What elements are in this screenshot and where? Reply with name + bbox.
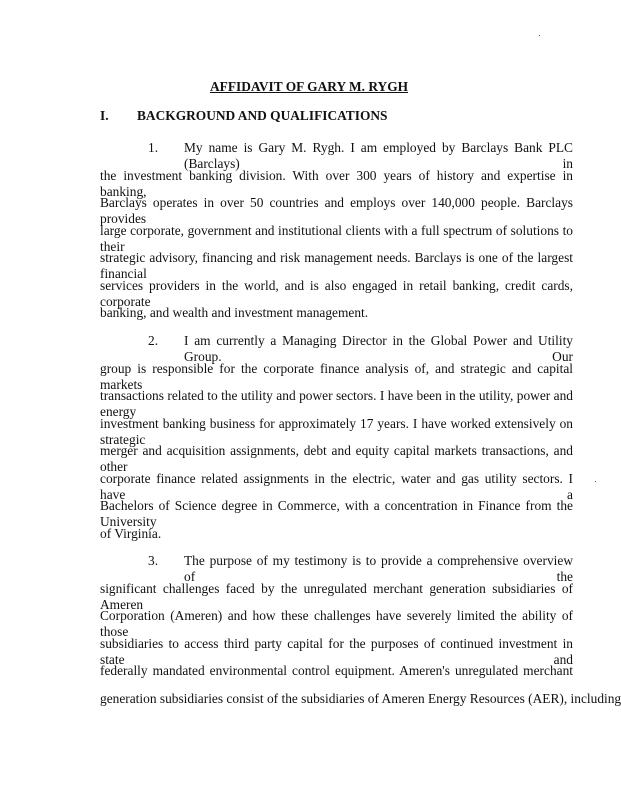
paragraph-line [100,388,573,419]
line-text: strategic advisory, financing and risk management needs. Barclays is one of the largest financial [100,250,573,281]
line-text: of Virginia. [100,525,162,541]
paragraph-line [100,470,573,502]
line-text: merger and acquisition assignments, debt and equity capital markets transactions, and other [100,443,573,474]
paragraph-line [100,526,573,542]
line-text: generation subsidiaries consist of the subsidiaries of Ameren Energy Resources (AER), including [100,690,621,706]
section-number: I. [100,108,109,123]
section-title: BACKGROUND AND QUALIFICATIONS [137,108,388,123]
paragraph-line [100,250,573,281]
paragraph-line [100,553,573,584]
line-text: banking, and wealth and investment management. [100,305,369,320]
line-text: group is responsible for the corporate finance analysis of, and strategic and capital markets [100,360,573,392]
line-text: Bachelors of Science degree in Commerce, with a concentration in Finance from the University [100,498,573,529]
paragraph-line [100,498,573,529]
paragraph-line [100,690,621,707]
line-text: transactions related to the utility and power sectors. I have been in the utility, power and energy [100,388,573,419]
line-text: large corporate, government and institutional clients with a full spectrum of solutions to their [100,222,573,254]
line-text: services providers in the world, and is also engaged in retail banking, credit cards, corporate [100,277,573,309]
section-heading [100,108,387,124]
scan-speck [539,35,540,36]
document-title: AFFIDAVIT OF GARY M. RYGH [209,79,409,94]
paragraph-number: 2. [148,333,159,348]
paragraph-line [100,415,573,447]
paragraph-line [100,608,573,639]
line-text: I am currently a Managing Director in the Global Power and Utility Group. Our [184,333,573,364]
paragraph-number: 1. [148,140,159,155]
line-text: The purpose of my testimony is to provide a comprehensive overview of the [184,553,573,584]
line-text: My name is Gary M. Rygh. I am employed by Barclays Bank PLC (Barclays) in [184,140,573,171]
line-text: subsidiaries to access third party capital for the purposes of continued investment in state and [100,635,573,667]
paragraph-line [100,140,573,171]
paragraph-line [100,443,573,474]
paragraph-line [100,195,573,226]
paragraph-line [100,635,573,667]
paragraph-line [100,333,573,364]
paragraph-number: 3. [148,553,159,568]
line-text: investment banking business for approximately 17 years. I have worked extensively on strategic [100,415,573,447]
paragraph-line [100,222,573,254]
line-text: corporate finance related assignments in the electric, water and gas utility sectors. I have a [100,470,573,502]
line-text: Corporation (Ameren) and how these challenges have severely limited the ability of those [100,608,573,639]
paragraph-line [100,663,573,679]
line-text: the investment banking division. With over 300 years of history and expertise in banking, [100,167,573,199]
paragraph-line [100,580,573,612]
paragraph-line [100,360,573,392]
paragraph-line [100,305,573,321]
paragraph-line [100,167,573,199]
line-text: significant challenges faced by the unregulated merchant generation subsidiaries of Ameren [100,580,573,612]
paragraph-line [100,277,573,309]
line-text: Barclays operates in over 50 countries and employs over 140,000 people. Barclays provides [100,195,573,226]
scan-speck [595,481,596,482]
line-text: federally mandated environmental control equipment. Ameren's unregulated merchant [100,663,573,678]
